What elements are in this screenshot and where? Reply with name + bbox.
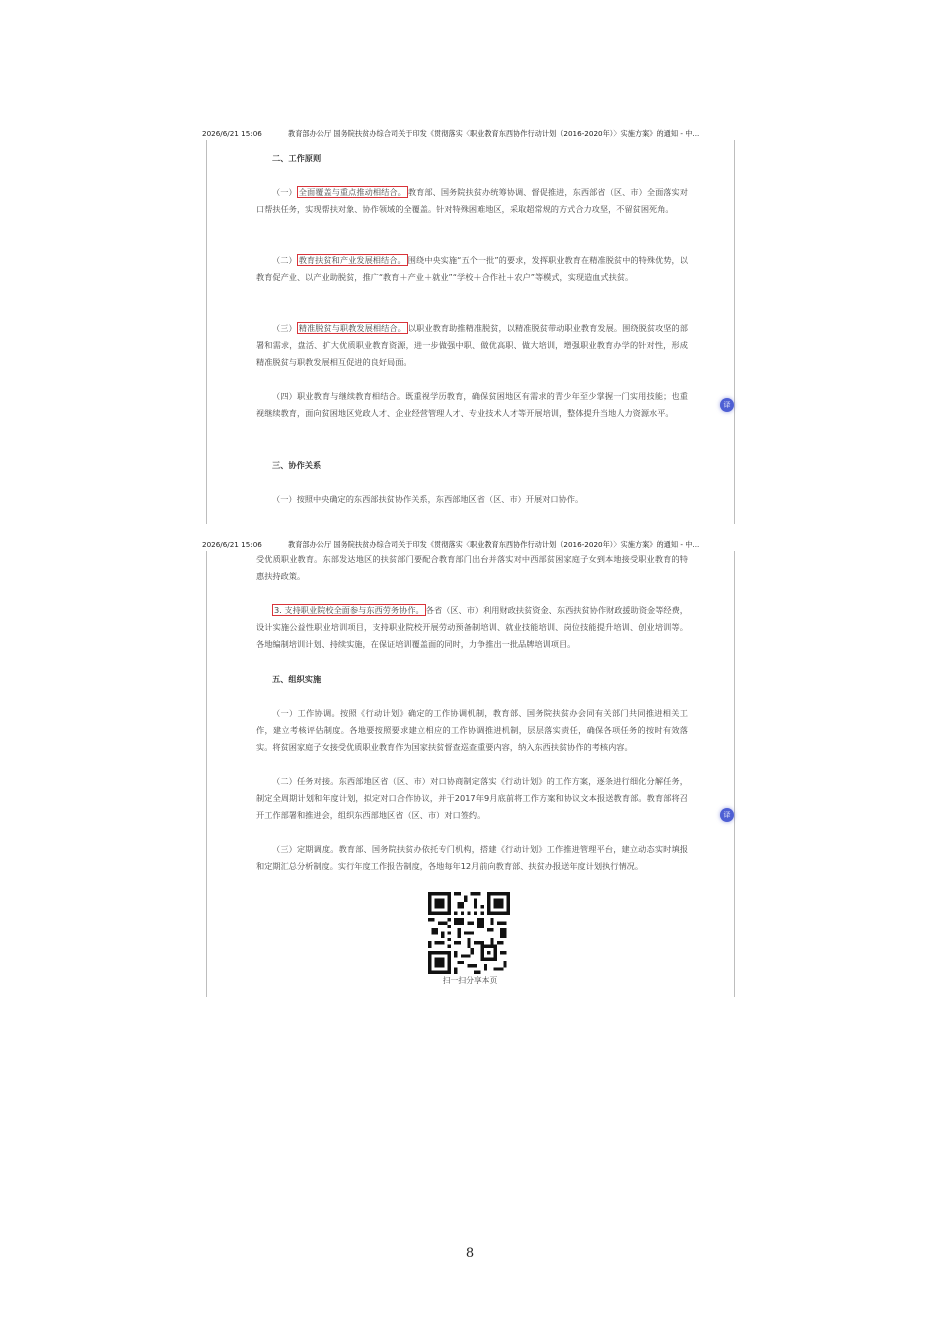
support-item-3-highlight: 3. 支持职业院校全面参与东西劳务协作。 (274, 605, 424, 615)
principle-2-text: 围绕中央实施“五个一批”的要求，发挥职业教育在精准脱贫中的特殊优势，以教育促产业、以产业助脱贫，推广“教育＋产业＋就业”“学校＋合作社＋农户”等模式，实现造血式扶贫。 (256, 255, 688, 282)
page-number: 8 (465, 1246, 475, 1261)
article-body (256, 126, 688, 524)
principle-1 (256, 184, 688, 218)
print-timestamp: 2026/6/21 15:06 (202, 540, 262, 549)
qr-code (428, 892, 510, 974)
section-heading-relations: 三、协作关系 (272, 460, 322, 470)
support-item-3-text: 各省（区、市）利用财政扶贫资金、东西扶贫协作财政援助资金等经费，设计实施公益性职业培训项目，支持职业院校开展劳动预备制培训、就业技能培训、岗位技能提升培训、创业培训等。各地编制培训计划、持续实施，在保证培训覆盖面的同时，力争推出一批品牌培训项目。 (256, 605, 688, 649)
screenshot-page-1 (200, 126, 740, 524)
principle-1-highlight: 全面覆盖与重点推动相结合。 (298, 187, 406, 197)
principle-3-text: 以职业教育助推精准脱贫，以精准脱贫带动职业教育发展。围绕脱贫攻坚的部署和需求，盘活、扩大优质职业教育资源，进一步做强中职、做优高职、做大培训，增强职业教育办学的针对性，形成精准脱贫与职教发展相互促进的良好局面。 (256, 323, 688, 367)
principle-4: （四）职业教育与继续教育相结合。既重视学历教育，确保贫困地区有需求的青少年至少掌握一门实用技能；也重视继续教育，面向贫困地区党政人才、企业经营管理人才、专业技术人才等开展培训，整体提升当地人力资源水平。 (256, 391, 688, 418)
principle-3-highlight: 精准脱贫与职教发展相结合。 (298, 323, 406, 333)
qr-caption: 扫一扫分享本页 (442, 976, 498, 985)
translate-icon[interactable]: 译 (720, 398, 734, 412)
org-item-1: （一）工作协调。按照《行动计划》确定的工作协调机制，教育部、国务院扶贫办会同有关部门共同推进相关工作，建立考核评估制度。各地要按照要求建立相应的工作协调推进机制，层层落实责任，确保各项任务的按时有效落实。将贫困家庭子女接受优质职业教育作为国家扶贫督查巡查重要内容，纳入东西扶贫协作的考核内容。 (256, 708, 688, 752)
print-title: 教育部办公厅 国务院扶贫办综合司关于印发《贯彻落实〈职业教育东西协作行动计划（2016-2020年）〉实施方案》的通知 - 中... (288, 129, 700, 138)
principle-3 (256, 320, 688, 371)
relation-1: （一）按照中央确定的东西部扶贫协作关系，东西部地区省（区、市）开展对口协作。 (272, 494, 584, 504)
support-item-3 (256, 602, 688, 653)
section-heading-organization: 五、组织实施 (272, 674, 322, 684)
principle-2 (256, 252, 688, 286)
continued-paragraph: 受优质职业教育。东部发达地区的扶贫部门要配合教育部门出台并落实对中西部贫困家庭子女到本地接受职业教育的特惠扶持政策。 (256, 554, 688, 581)
translate-icon[interactable]: 译 (720, 808, 734, 822)
screenshot-page-2 (200, 537, 740, 999)
principle-2-prefix: （二） (272, 255, 297, 265)
print-timestamp: 2026/6/21 15:06 (202, 129, 262, 138)
principle-1-prefix: （一） (272, 187, 297, 197)
principle-1-text: 教育部、国务院扶贫办统筹协调、督促推进，东西部省（区、市）全面落实对口帮扶任务，实现帮扶对象、协作领域的全覆盖。针对特殊困难地区，采取超常规的方式合力攻坚，不留贫困死角。 (256, 187, 688, 214)
org-item-2: （二）任务对接。东西部地区省（区、市）对口协商制定落实《行动计划》的工作方案，逐条进行细化分解任务，制定全周期计划和年度计划，拟定对口合作协议，并于2017年9月底前将工作方案和协议文本报送教育部。教育部将召开工作部署和推进会，组织东西部地区省（区、市）对口签约。 (256, 776, 688, 820)
principle-2-highlight: 教育扶贫和产业发展相结合。 (298, 255, 406, 265)
org-item-3: （三）定期调度。教育部、国务院扶贫办依托专门机构，搭建《行动计划》工作推进管理平台，建立动态实时填报和定期汇总分析制度。实行年度工作报告制度，各地每年12月前向教育部、扶贫办报送年度计划执行情况。 (256, 844, 688, 871)
print-title: 教育部办公厅 国务院扶贫办综合司关于印发《贯彻落实〈职业教育东西协作行动计划（2016-2020年）〉实施方案》的通知 - 中... (288, 540, 700, 549)
section-heading-principles: 二、工作原则 (272, 153, 322, 163)
principle-3-prefix: （三） (272, 323, 297, 333)
